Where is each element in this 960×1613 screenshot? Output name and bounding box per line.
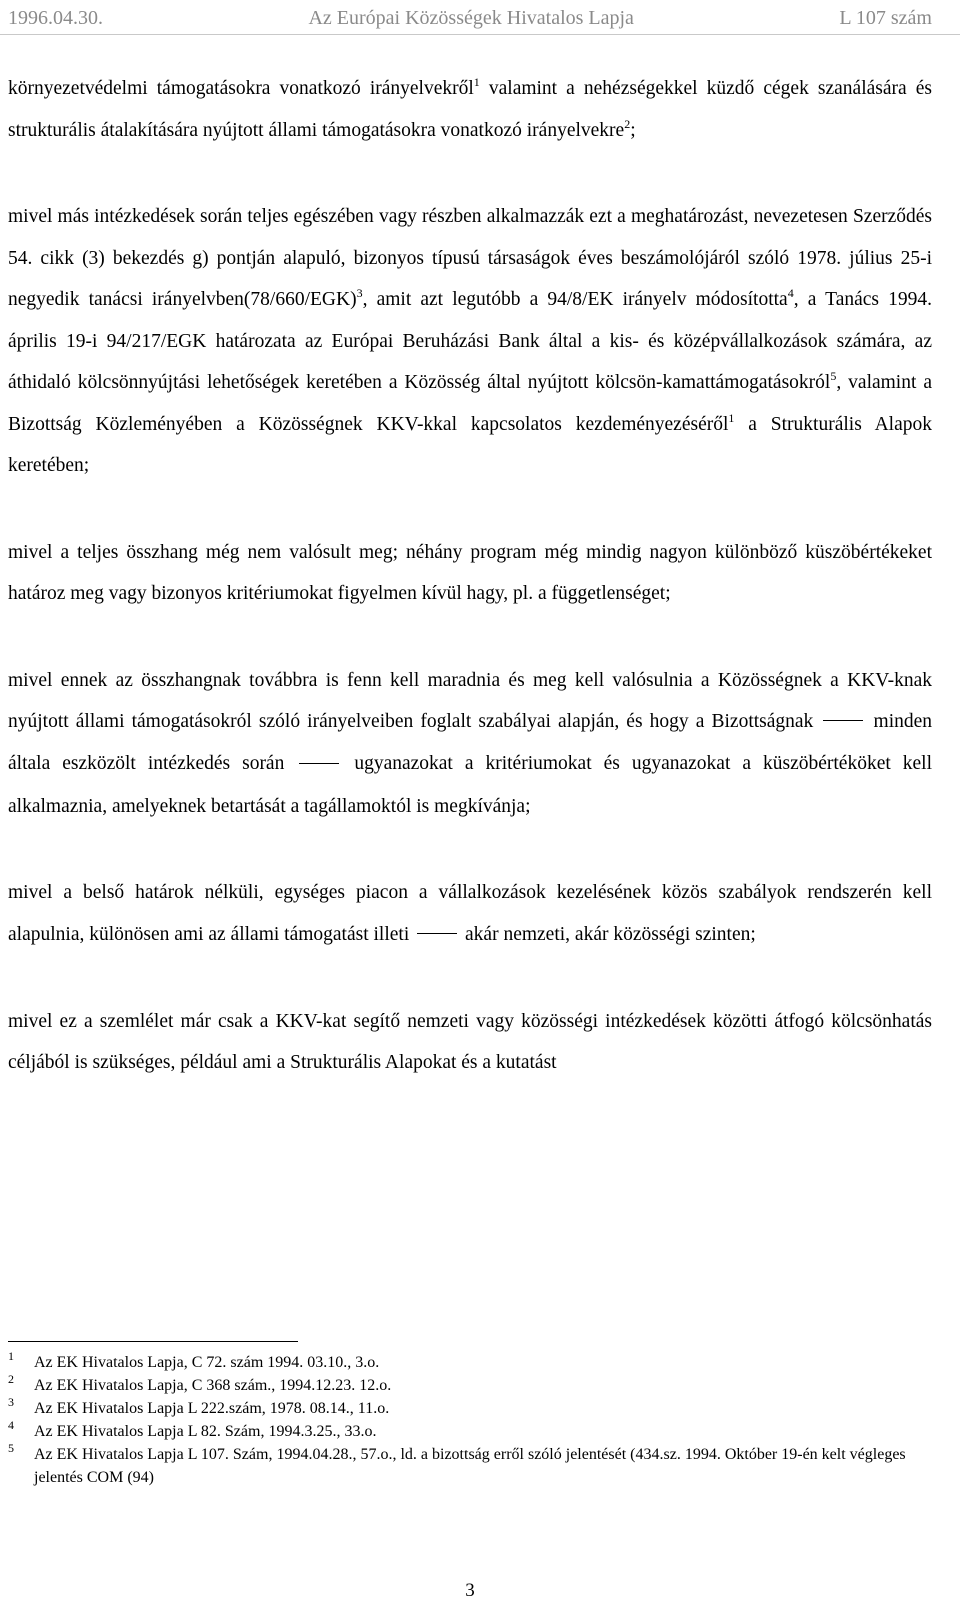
- header-divider: [0, 34, 960, 35]
- footnote-ref: 1: [728, 410, 735, 425]
- footnote-text: Az EK Hivatalos Lapja, C 368 szám., 1994.12.23. 12.o.: [34, 1377, 392, 1394]
- footnote-item: [8, 1351, 932, 1374]
- paragraph-text: , valamint a Bizottság Közleményében a Közösségnek KKV-kkal kapcsolatos kezdeményezéséről: [8, 372, 932, 435]
- paragraph-4: [8, 660, 932, 828]
- header-issue: L 107 szám: [839, 6, 932, 29]
- paragraph-text: ;: [630, 119, 636, 141]
- header-journal-title: Az Európai Közösségek Hivatalos Lapja: [308, 6, 634, 29]
- footnote-ref: 5: [830, 369, 837, 383]
- page-header: [8, 4, 932, 32]
- footnote-text: Az EK Hivatalos Lapja L 82. Szám, 1994.3.25., 33.o.: [34, 1423, 377, 1440]
- em-dash: [296, 744, 342, 786]
- paragraph-text: , amit azt legutóbb a 94/8/EK irányelv módosította: [362, 289, 788, 310]
- footnote-text: Az EK Hivatalos Lapja L 222.szám, 1978. 08.14., 11.o.: [34, 1400, 390, 1417]
- document-body: [8, 68, 932, 1084]
- paragraph-text: minden általa eszközölt intézkedés során: [8, 711, 933, 775]
- paragraph-text: ugyanazokat a kritériumokat és ugyanazokat a küszöbértéköket kell alkalmaznia, amelyeknek betartását a tagállamoktól is megkívánja;: [8, 753, 932, 817]
- paragraph-1: [8, 68, 932, 151]
- footnote-divider: [8, 1341, 298, 1342]
- footnote-item: [8, 1420, 932, 1443]
- paragraph-text: környezetvédelmi támogatásokra vonatkozó irányelvekről: [8, 78, 474, 99]
- paragraph-6: mivel ez a szemlélet már csak a KKV-kat segítő nemzeti vagy közösségi intézkedések közötti átfogó kölcsönhatás céljából is szükséges, például ami a Strukturális Alapokat és a kutatást: [8, 1010, 932, 1074]
- em-dash: [820, 702, 866, 744]
- footnote-number: 4: [8, 1418, 14, 1432]
- paragraph-text: valamint a nehézségekkel küzdő cégek szanálására és strukturális átalakítására nyújtott állami támogatásokra vonatkozó irányelvekre: [8, 78, 932, 141]
- footnote-ref: 2: [624, 116, 631, 131]
- footnote-text: Az EK Hivatalos Lapja L 107. Szám, 1994.04.28., 57.o., ld. a bizottság erről szóló jelentését (434.sz. 1994. Október 19-én kelt végleges jelentés COM (94): [34, 1446, 906, 1486]
- page-number: 3: [465, 1580, 475, 1601]
- footnote-number: 5: [8, 1441, 14, 1455]
- footnote-item: [8, 1443, 932, 1489]
- paragraph-text: mivel más intézkedések során teljes egészében vagy részben alkalmazzák ezt a meghatározást, nevezetesen Szerződés 54. cikk (3) bekezdés g) pontján alapuló, bizonyos típusú társaságok éves beszámolójáról szóló 1978. július 25-i negyedik tanácsi irányelvben(78/660/EGK): [8, 206, 932, 310]
- footnote-ref: 4: [787, 286, 794, 300]
- em-dash: [414, 914, 460, 956]
- header-date: 1996.04.30.: [8, 6, 103, 29]
- footnote-ref: 3: [356, 286, 363, 300]
- paragraph-text: akár nemzeti, akár közösségi szinten;: [465, 923, 756, 945]
- paragraph-2: [8, 196, 932, 487]
- footnote-item: [8, 1374, 932, 1397]
- paragraph-text: a Strukturális Alapok keretében;: [8, 413, 932, 476]
- footnote-text: Az EK Hivatalos Lapja, C 72. szám 1994. 03.10., 3.o.: [34, 1354, 380, 1371]
- footnote-number: 2: [8, 1372, 14, 1386]
- footnote-number: 1: [8, 1349, 14, 1363]
- paragraph-text: mivel ennek az összhangnak továbbra is fenn kell maradnia és meg kell valósulnia a Közösségnek a KKV-knak nyújtott állami támogatásokról szóló irányelveiben foglalt szabályai alapján, és hogy a Bizottságnak: [8, 669, 932, 732]
- footnote-number: 3: [8, 1395, 14, 1409]
- footnote-ref: 1: [473, 75, 480, 89]
- paragraph-text: mivel a belső határok nélküli, egységes piacon a vállalkozások kezelésének közös szabályok rendszerén kell alapulnia, különösen ami az állami támogatást illeti: [8, 882, 932, 945]
- footnote-item: [8, 1397, 932, 1420]
- footnotes: [8, 1351, 932, 1489]
- paragraph-5: [8, 872, 932, 956]
- paragraph-3: mivel a teljes összhang még nem valósult meg; néhány program még mindig nagyon különböző küszöbértékeket határoz meg vagy bizonyos kritériumokat figyelmen kívül hagy, pl. a függetlenséget;: [8, 541, 932, 604]
- paragraph-text: , a Tanács 1994. április 19-i 94/217/EGK határozata az Európai Beruházási Bank által a kis- és középvállalkozások számára, az áthidaló kölcsönnyújtási lehetőségek keretében a Közösség által nyújtott kölcsön-kamattámogatásokról: [8, 289, 933, 393]
